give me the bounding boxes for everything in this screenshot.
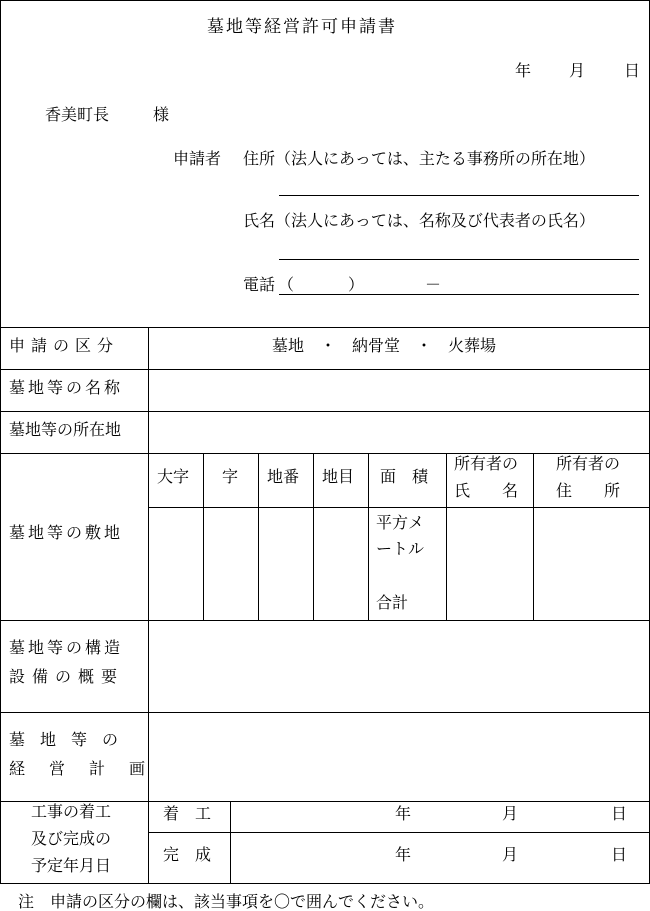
complete-day: 日 — [611, 845, 628, 864]
divider-schedule — [148, 832, 650, 833]
site-col-divider — [313, 453, 314, 620]
border-top — [0, 0, 650, 1]
complete-month: 月 — [502, 845, 519, 864]
facility-site-label: 墓地等の敷地 — [9, 523, 124, 542]
phone-dash: － — [425, 275, 442, 294]
area-unit: 平方メ — [376, 513, 425, 532]
phone-field-line[interactable] — [279, 294, 639, 295]
divider-header — [0, 327, 650, 328]
category-label: 申請の区分 — [9, 336, 120, 355]
facility-name-label: 墓地等の名称 — [9, 378, 124, 397]
site-col-divider — [203, 453, 204, 620]
complete-label: 完 成 — [163, 845, 212, 864]
applicant-address-label: 住所（法人にあっては、主たる事務所の所在地） — [243, 149, 595, 168]
site-col-owner-name: 所有者の — [454, 454, 519, 473]
phone-paren-close: ） — [348, 275, 365, 294]
footnote: 注 申請の区分の欄は、該当事項を〇で囲んでください。 — [18, 892, 435, 911]
page-title: 墓地等経営許可申請書 — [207, 17, 397, 37]
site-col-owner-address: 所有者の — [556, 454, 621, 473]
facility-location-label: 墓地等の所在地 — [9, 420, 122, 439]
site-col-owner-name: 氏 名 — [454, 481, 519, 500]
phone-label: 電話 — [243, 275, 276, 294]
structure-label: 設備の概要 — [9, 667, 125, 686]
start-label: 着 工 — [163, 804, 212, 823]
label-column-divider — [148, 327, 149, 884]
plan-label: 経営計画 — [9, 759, 170, 778]
schedule-col-divider — [230, 801, 231, 884]
divider-structure — [0, 712, 650, 713]
applicant-label: 申請者 — [173, 149, 222, 168]
name-field-line[interactable] — [279, 259, 639, 260]
divider-site — [0, 620, 650, 621]
addressee: 香美町長 — [45, 105, 110, 124]
complete-year: 年 — [395, 845, 412, 864]
start-day: 日 — [611, 804, 628, 823]
site-col-owner-address: 住 所 — [556, 481, 621, 500]
divider-location — [0, 453, 650, 454]
site-col-chimoku: 地目 — [322, 467, 355, 486]
divider-name — [0, 411, 650, 412]
site-col-chiban: 地番 — [267, 467, 300, 486]
applicant-name-label: 氏名（法人にあっては、名称及び代表者の氏名） — [243, 211, 595, 230]
schedule-label: 工事の着工 — [31, 802, 112, 821]
schedule-label: 及び完成の — [31, 829, 112, 848]
divider-category — [0, 369, 650, 370]
border-bottom — [0, 883, 650, 884]
start-month: 月 — [502, 804, 519, 823]
divider-site-header — [148, 507, 650, 508]
border-left — [0, 0, 1, 884]
area-total-label: 合計 — [376, 593, 409, 612]
site-col-divider — [533, 453, 534, 620]
date-month: 月 — [569, 61, 586, 80]
address-field-line[interactable] — [279, 195, 639, 196]
site-col-divider — [258, 453, 259, 620]
structure-label: 墓地等の構造 — [9, 638, 124, 657]
site-col-area: 面 積 — [380, 467, 429, 486]
schedule-label: 予定年月日 — [31, 856, 112, 875]
site-col-divider — [368, 453, 369, 620]
area-unit: ートル — [376, 539, 425, 558]
date-year: 年 — [515, 61, 532, 80]
phone-paren-open: （ — [278, 275, 295, 294]
site-col-aza: 字 — [222, 467, 239, 486]
plan-label: 墓地等の — [9, 730, 134, 749]
start-year: 年 — [395, 804, 412, 823]
site-col-divider — [446, 453, 447, 620]
site-col-oaza: 大字 — [157, 467, 190, 486]
date-day: 日 — [624, 61, 641, 80]
addressee-suffix: 様 — [153, 105, 170, 124]
category-options[interactable]: 墓地 ・ 納骨堂 ・ 火葬場 — [272, 336, 497, 355]
